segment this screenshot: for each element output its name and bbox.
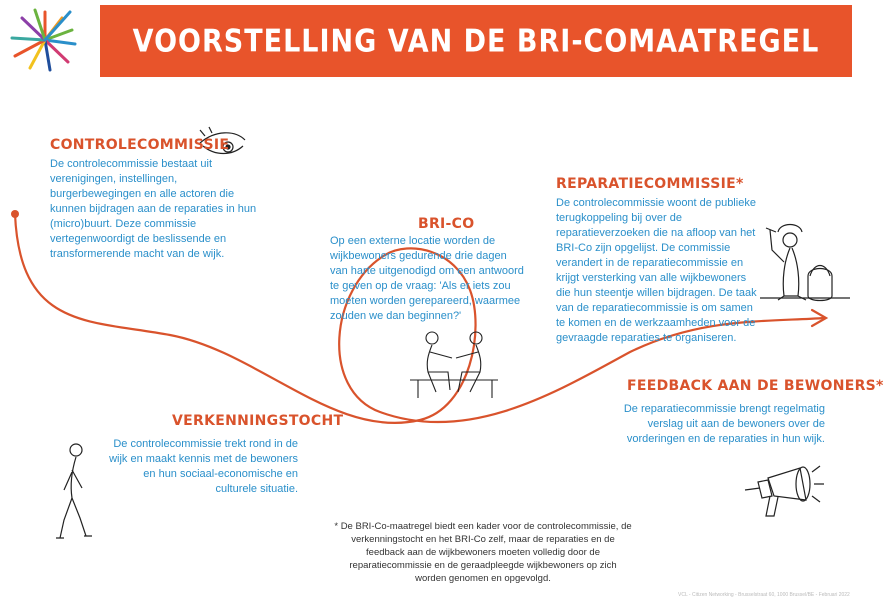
title-banner	[100, 5, 852, 77]
painter-sketch-icon	[760, 225, 850, 301]
reparatiecommissie-text: De controlecommissie woont de publieke terugkoppeling bij over de reparatieverzoeken die na afloop van het BRI-Co zijn opgelijst. De commissie verandert in de reparatiecommissie en krijgt versterking van alle wijkbewoners die hun steentje willen bijdragen. De taak van de reparatiecommissie is om samen te komen en de werkzaamheden voor de gevraagde reparaties te organiseren.	[556, 197, 757, 344]
feedback-heading: FEEDBACK AAN DE BEWONERS*	[627, 378, 884, 394]
controlecommissie-text: De controlecommissie bestaat uit verenigingen, instellingen, burgerbewegingen en alle actoren die kunnen bijdragen aan de reparaties in hun (micro)buurt. Deze commissie vertegenwoordigt de beslissende en transformerende macht van de wijk.	[50, 158, 257, 260]
controlecommissie-heading: CONTROLECOMMISSIE	[50, 137, 230, 153]
reparatiecommissie-heading: REPARATIECOMMISSIE*	[556, 176, 744, 192]
verkenningstocht-text: De controlecommissie trekt rond in de wijk en maakt kennis met de bewoners en hun sociaal-economische en culturele situatie.	[109, 438, 298, 495]
logo-burst-icon	[12, 10, 75, 70]
seated-people-sketch-icon	[410, 332, 498, 398]
credit-line: VCL - Citizen Networking - Brusselstraat 60, 1000 Brussel/BE - Februari 2022	[678, 592, 850, 598]
feedback-text: De reparatiecommissie brengt regelmatig verslag uit aan de bewoners over de vorderingen en de reparaties in hun wijk.	[623, 403, 825, 445]
page-title: VOORSTELLING VAN DE BRI-COMAATREGEL	[132, 23, 820, 59]
walking-person-sketch-icon	[56, 444, 92, 538]
footnote: * De BRI-Co-maatregel biedt een kader voor de controlecommissie, de verkenningstocht en het BRI-Co zelf, maar de reparaties en de feedback aan de wijkbewoners moeten volledig door de reparatiecommissie en de geraadpleegde wijkbewoners op zich worden genomen en opgevolgd.	[334, 521, 632, 584]
bri-co-text: Op een externe locatie worden de wijkbewoners gedurende drie dagen van harte uitgenodigd om een antwoord te geven op de vraag: 'Als er iets zou moeten worden gerepareerd, waarmee zouden we dan beginnen?'	[330, 235, 524, 322]
bri-co-heading: BRI-CO	[418, 216, 475, 232]
verkenningstocht-heading: VERKENNINGSTOCHT	[172, 413, 344, 429]
megaphone-sketch-icon	[745, 466, 824, 516]
